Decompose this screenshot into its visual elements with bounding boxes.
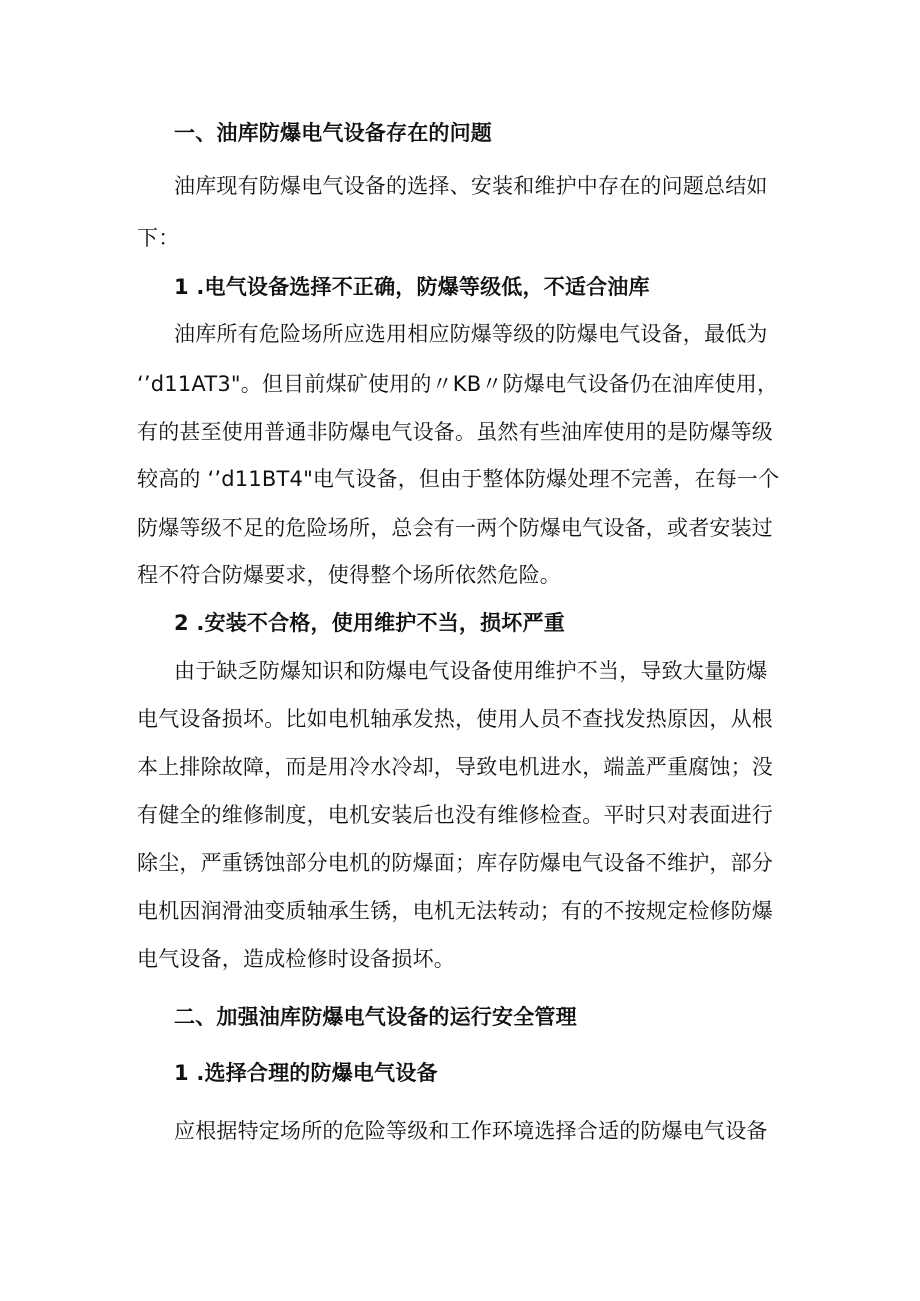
- paragraph-line: 油库所有危险场所应选用相应防爆等级的防爆电气设备，最低为: [174, 322, 768, 346]
- paragraph-line: 油库现有防爆电气设备的选择、安装和维护中存在的问题总结如: [174, 174, 768, 198]
- paragraph-line: 电机因润滑油变质轴承生锈，电机无法转动；有的不按规定检修防爆: [137, 899, 773, 923]
- paragraph-line: 较高的 ‘’d11BT4"电气设备，但由于整体防爆处理不完善，在每一个: [137, 467, 780, 491]
- paragraph-line: 防爆等级不足的危险场所，总会有一两个防爆电气设备，或者安装过: [137, 516, 773, 540]
- paragraph-line: 电气设备损坏。比如电机轴承发热，使用人员不查找发热原因，从根: [137, 707, 773, 731]
- paragraph-line: 本上排除故障，而是用冷水冷却，导致电机进水，端盖严重腐蚀；没: [137, 755, 773, 779]
- section-heading-2: 二、加强油库防爆电气设备的运行安全管理: [174, 1005, 577, 1029]
- paragraph-line: 除尘，严重锈蚀部分电机的防爆面；库存防爆电气设备不维护，部分: [137, 851, 773, 875]
- paragraph-line: 电气设备，造成检修时设备损坏。: [137, 947, 455, 971]
- paragraph-line: ‘’d11AT3"。但目前煤矿使用的〃KB〃防爆电气设备仍在油库使用，: [137, 372, 779, 396]
- paragraph-line: 有的甚至使用普通非防爆电气设备。虽然有些油库使用的是防爆等级: [137, 420, 773, 444]
- paragraph-line: 应根据特定场所的危险等级和工作环境选择合适的防爆电气设备: [174, 1119, 768, 1143]
- paragraph-line: 程不符合防爆要求，使得整个场所依然危险。: [137, 563, 561, 587]
- paragraph-line: 下：: [137, 226, 180, 250]
- subheading-1-1: 1 .电气设备选择不正确，防爆等级低，不适合油库: [174, 275, 650, 299]
- paragraph-line: 由于缺乏防爆知识和防爆电气设备使用维护不当，导致大量防爆: [174, 659, 768, 683]
- section-heading-1: 一、油库防爆电气设备存在的问题: [174, 121, 492, 145]
- subheading-1-2: 2 .安装不合格，使用维护不当，损坏严重: [174, 611, 565, 635]
- paragraph-line: 有健全的维修制度，电机安装后也没有维修检查。平时只对表面进行: [137, 803, 773, 827]
- subheading-2-1: 1 .选择合理的防爆电气设备: [174, 1061, 438, 1085]
